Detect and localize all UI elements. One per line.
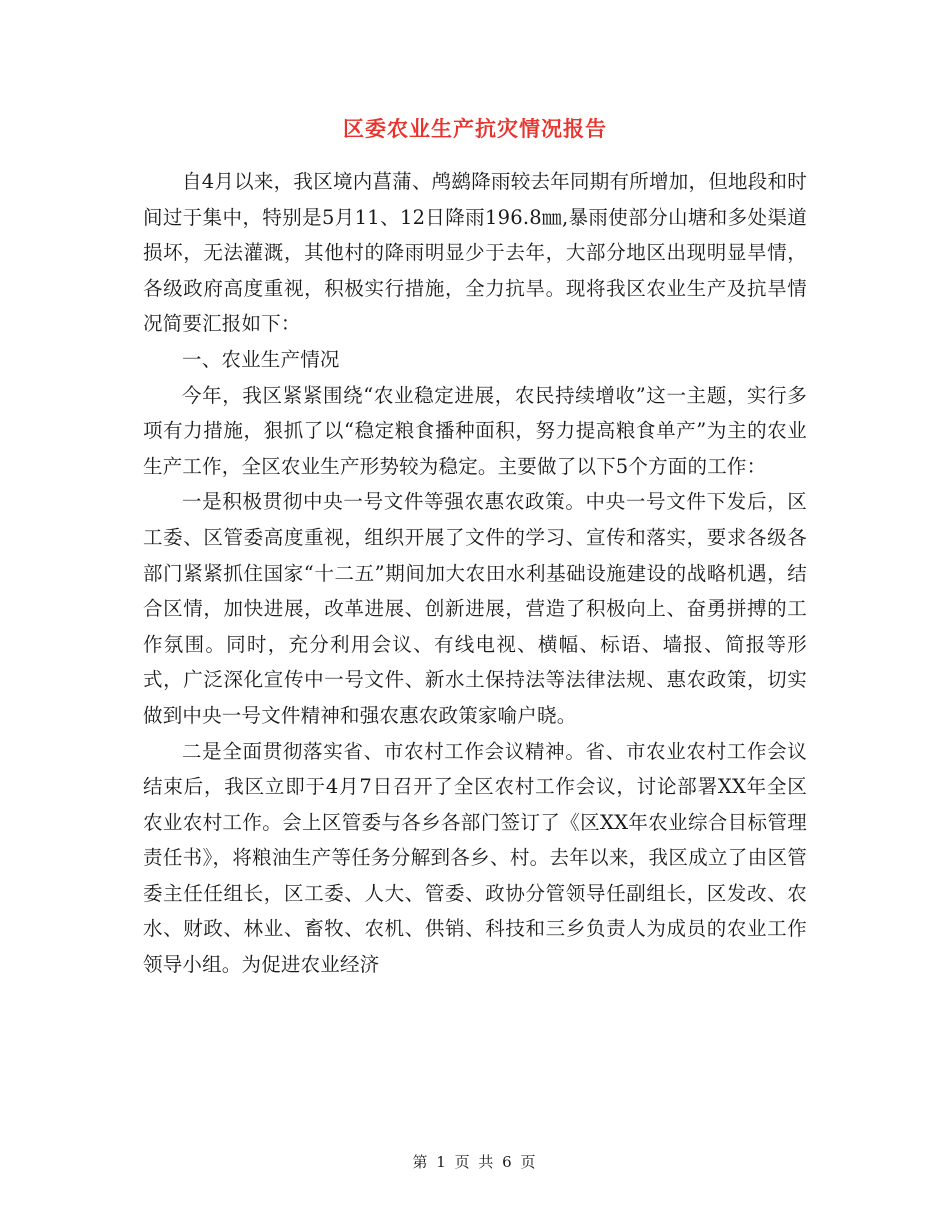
section-heading-agriculture: 一、农业生产情况 [182, 347, 340, 371]
paragraph-point-one: 一是积极贯彻中央一号文件等强农惠农政策。中央一号文件下发后，区工委、区管委高度重视，组织开展了文件的学习、宣传和落实，要求各级各部门紧紧抓住国家“十二五”期间加大农田水利基础设施建设的战略机遇，结合区情，加快进展，改革进展、创新进展，营造了积极向上、奋勇拼搏的工作氛围。同时，充分利用会议、有线电视、横幅、标语、墙报、简报等形式，广泛深化宣传中一号文件、新水土保持法等法律法规、惠农政策，切实做到中央一号文件精神和强农惠农政策家喻户晓。 [143, 490, 807, 727]
paragraph-intro: 自4月以来，我区境内菖蒲、鸬鹚降雨较去年同期有所增加，但地段和时间过于集中，特别是5月11、12日降雨196.8㎜,暴雨使部分山塘和多处渠道损坏，无法灌溉，其他村的降雨明显少于去年，大部分地区出现明显旱情，各级政府高度重视，积极实行措施，全力抗旱。现将我区农业生产及抗旱情况简要汇报如下： [143, 170, 807, 336]
paragraph-point-two: 二是全面贯彻落实省、市农村工作会议精神。省、市农业农村工作会议结束后，我区立即于4月7日召开了全区农村工作会议，讨论部署XX年全区农业农村工作。会上区管委与各乡各部门签订了《区XX年农业综合目标管理责任书》，将粮油生产等任务分解到各乡、村。去年以来，我区成立了由区管委主任任组长，区工委、人大、管委、政协分管领导任副组长，区发改、农水、财政、林业、畜牧、农机、供销、科技和三乡负责人为成员的农业工作领导小组。为促进农业经济 [143, 739, 807, 977]
document-body [143, 164, 807, 983]
paragraph-overview: 今年，我区紧紧围绕“农业稳定进展，农民持续增收”这一主题，实行多项有力措施，狠抓了以“稳定粮食播种面积，努力提高粮食单产”为主的农业生产工作，全区农业生产形势较为稳定。主要做了以下5个方面的工作： [143, 383, 807, 478]
document-title: 区委农业生产抗灾情况报告 [343, 116, 607, 141]
page-number-footer: 第 1 页 共 6 页 [412, 1153, 538, 1171]
